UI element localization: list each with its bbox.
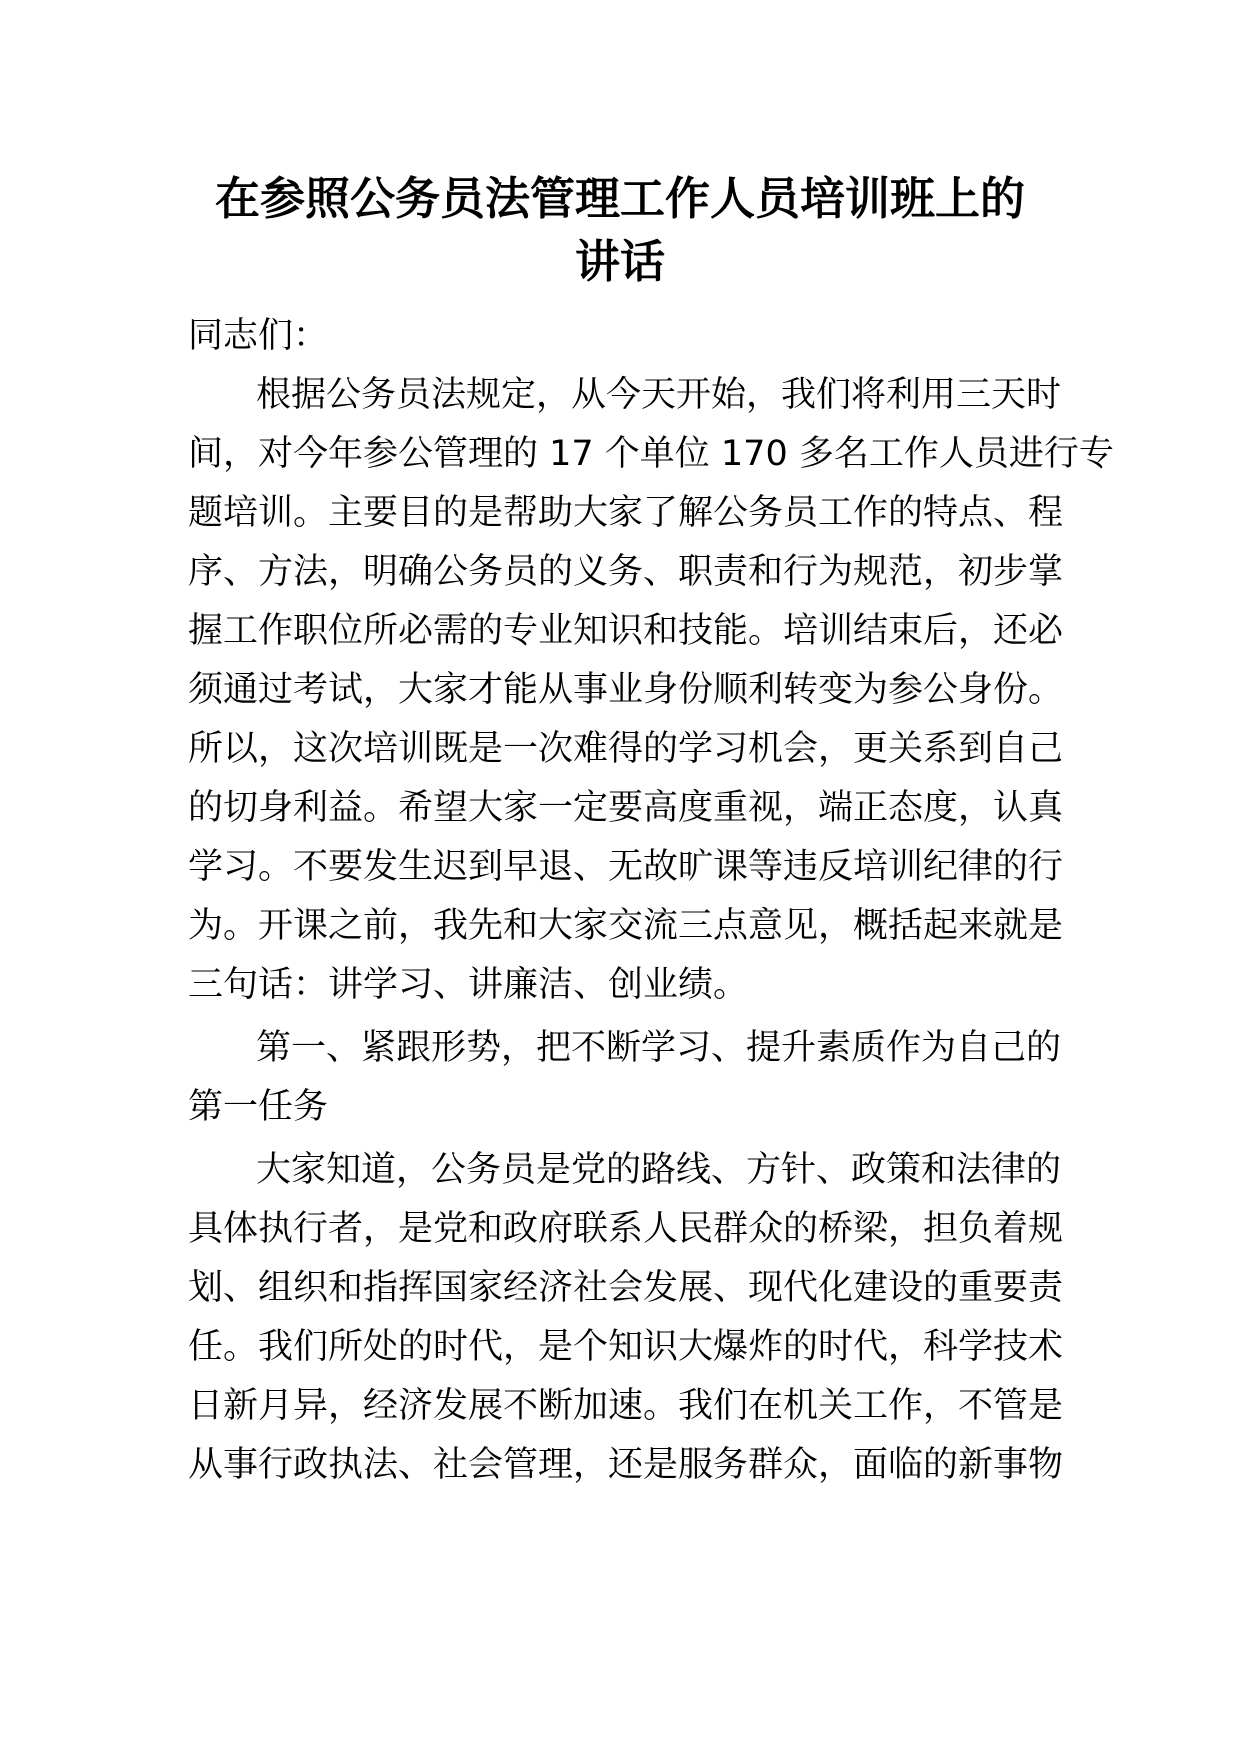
paragraph-2-line: 具体执行者，是党和政府联系人民群众的桥梁，担负着规 — [188, 1209, 1064, 1249]
salutation: 同志们： — [188, 316, 329, 356]
document-title-line-2: 讲话 — [574, 235, 665, 288]
paragraph-2-line: 大家知道，公务员是党的路线、方针、政策和法律的 — [256, 1150, 1062, 1190]
paragraph-1-line: 的切身利益。希望大家一定要高度重视，端正态度，认真 — [188, 788, 1064, 828]
paragraph-1-line: 根据公务员法规定，从今天开始，我们将利用三天时 — [256, 375, 1062, 415]
paragraph-2-line: 日新月异，经济发展不断加速。我们在机关工作，不管是 — [188, 1386, 1064, 1426]
section-heading-line: 第一、紧跟形势，把不断学习、提升素质作为自己的 — [256, 1028, 1062, 1068]
paragraph-2-line: 任。我们所处的时代，是个知识大爆炸的时代，科学技术 — [188, 1327, 1064, 1367]
document-title-line-1: 在参照公务员法管理工作人员培训班上的 — [214, 172, 1025, 225]
paragraph-1-line: 学习。不要发生迟到早退、无故旷课等违反培训纪律的行 — [188, 847, 1064, 887]
paragraph-1-line: 间，对今年参公管理的 17 个单位 170 多名工作人员进行专 — [188, 434, 1114, 474]
paragraph-2-line: 从事行政执法、社会管理，还是服务群众，面临的新事物 — [188, 1445, 1064, 1485]
section-heading-line: 第一任务 — [188, 1087, 329, 1127]
paragraph-1-line: 三句话：讲学习、讲廉洁、创业绩。 — [188, 965, 749, 1005]
paragraph-1-line: 所以，这次培训既是一次难得的学习机会，更关系到自己 — [188, 729, 1064, 769]
paragraph-1-line: 题培训。主要目的是帮助大家了解公务员工作的特点、程 — [188, 493, 1064, 533]
paragraph-1-line: 序、方法，明确公务员的义务、职责和行为规范，初步掌 — [188, 552, 1064, 592]
paragraph-1-line: 握工作职位所必需的专业知识和技能。培训结束后，还必 — [188, 611, 1064, 651]
paragraph-1-line: 须通过考试，大家才能从事业身份顺利转变为参公身份。 — [188, 670, 1064, 710]
paragraph-2-line: 划、组织和指挥国家经济社会发展、现代化建设的重要责 — [188, 1268, 1064, 1308]
paragraph-1-line: 为。开课之前，我先和大家交流三点意见，概括起来就是 — [188, 906, 1064, 946]
